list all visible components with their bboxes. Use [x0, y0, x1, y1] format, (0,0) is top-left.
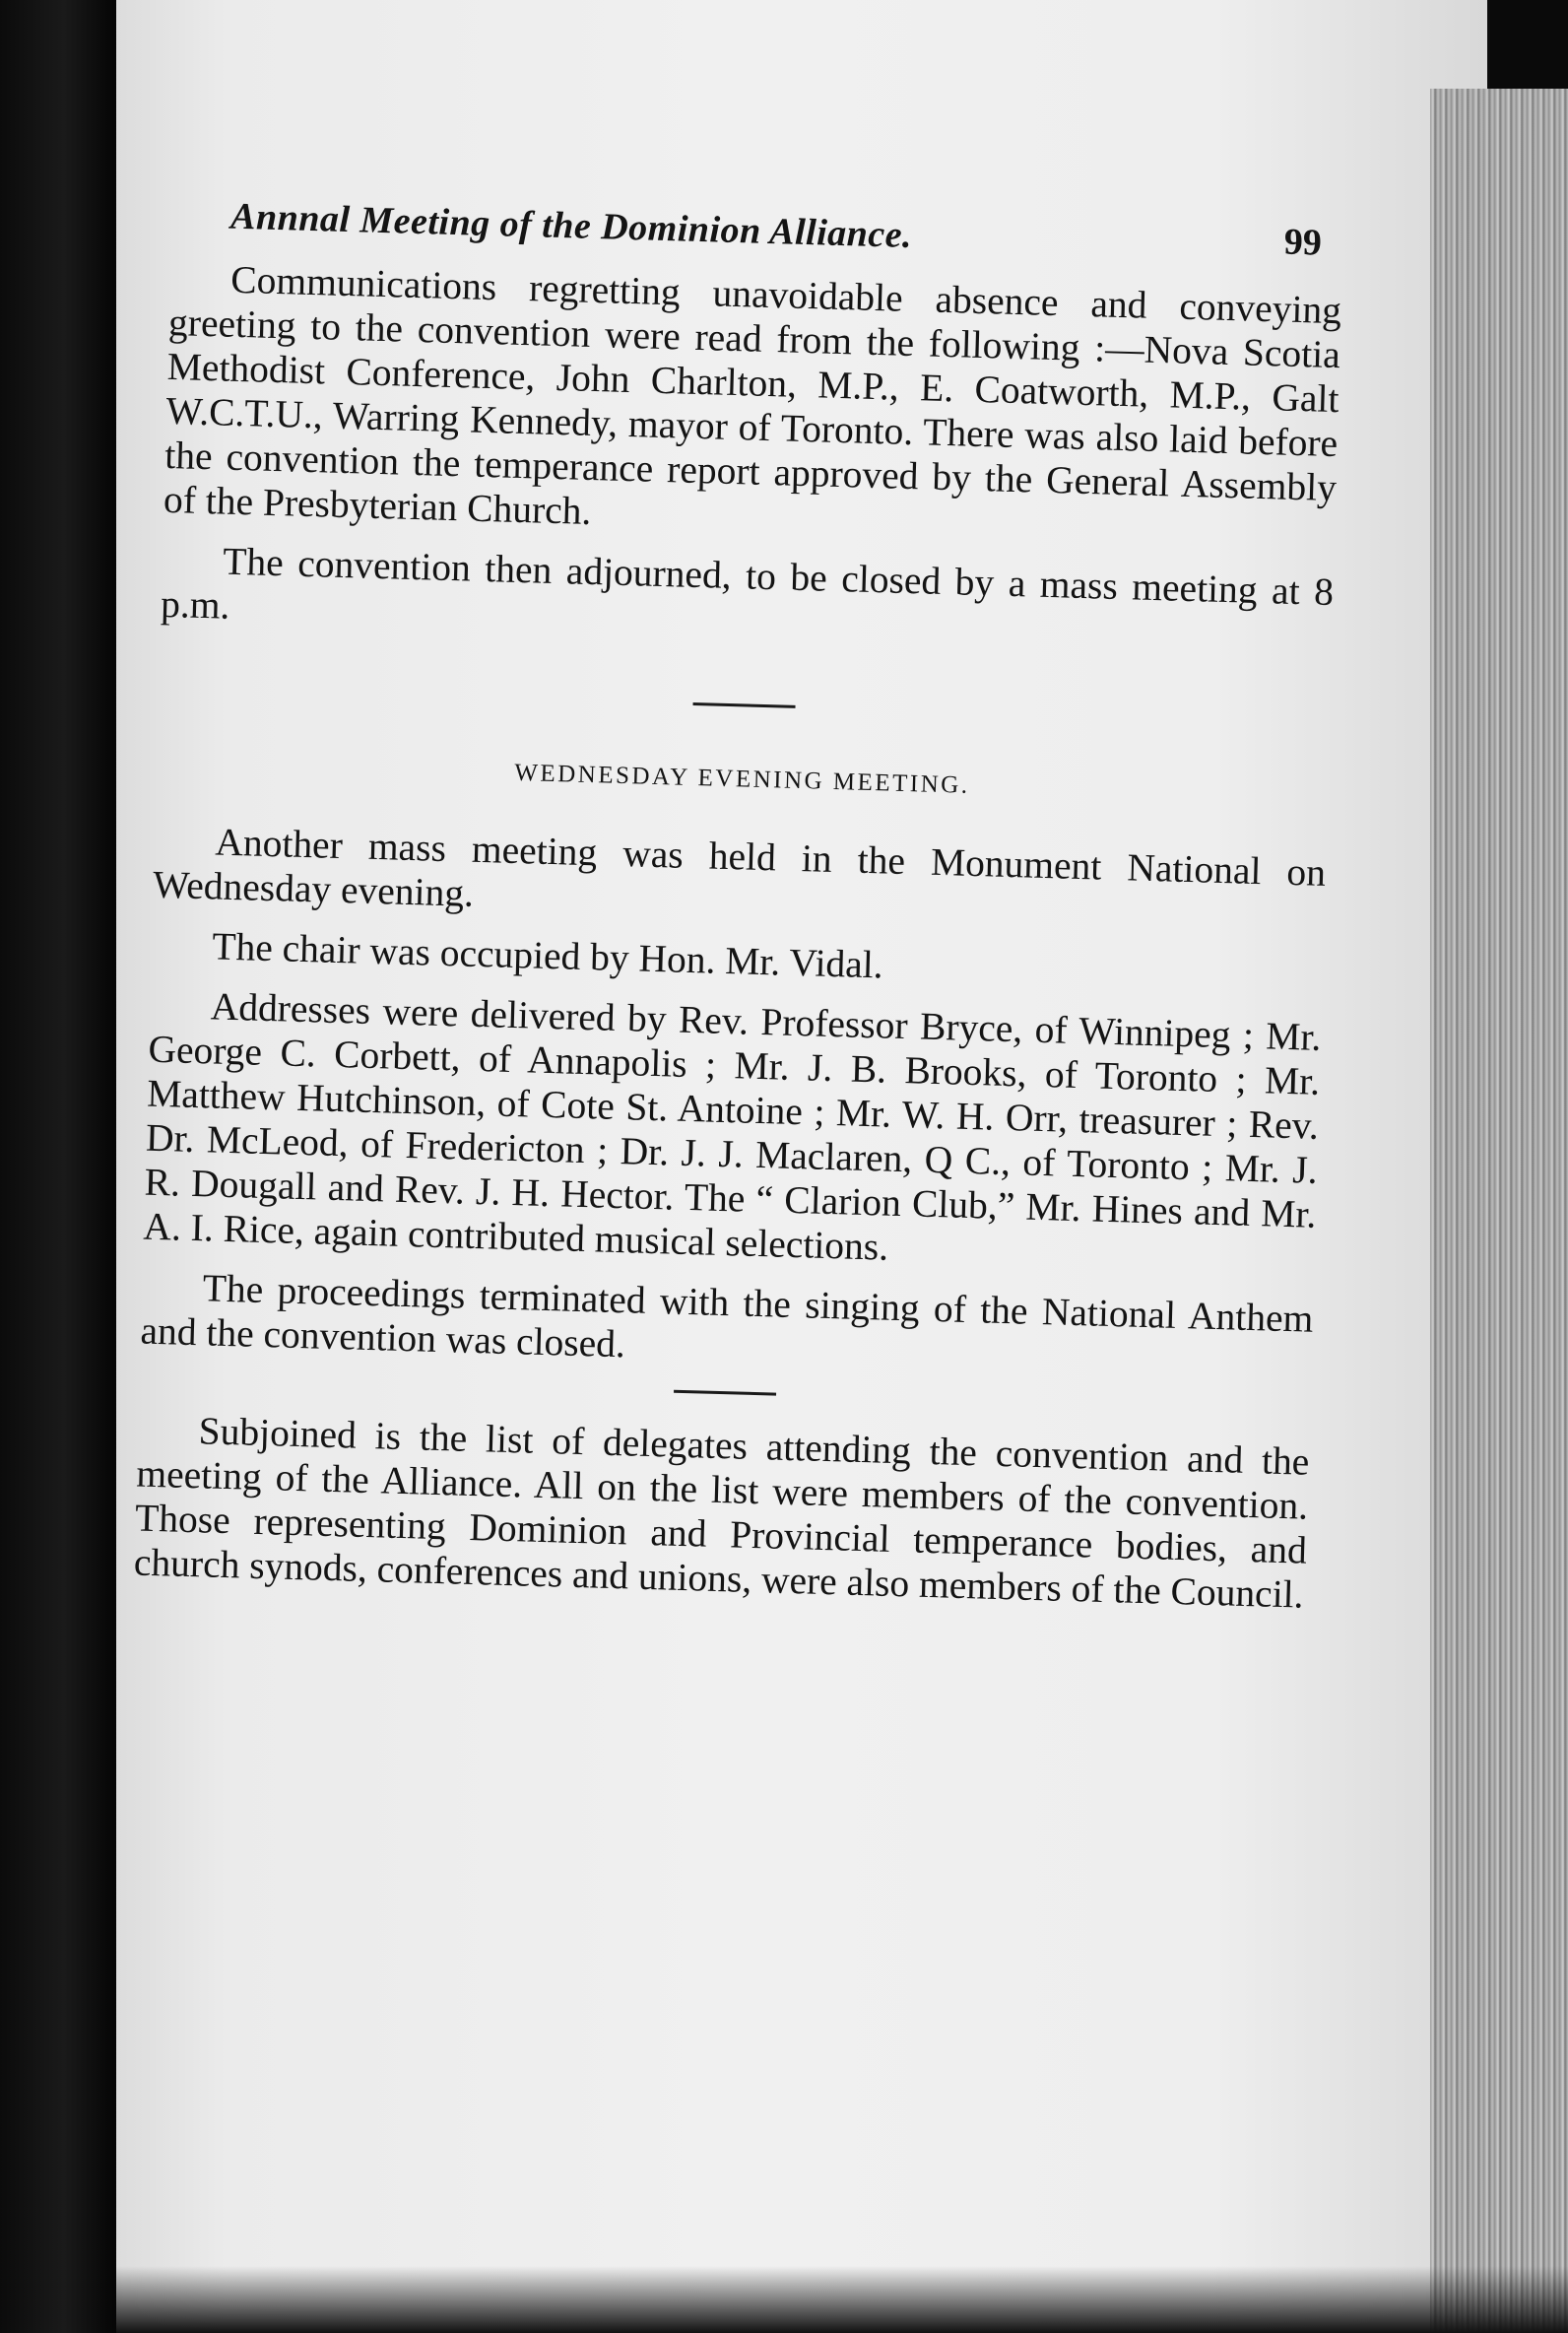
paragraph-mass-meeting: Another mass meeting was held in the Monument National on Wednesday evening.	[152, 820, 1327, 915]
page-number: 99	[1283, 221, 1323, 264]
paragraph-delegates: Subjoined is the list of delegates attending the convention and the meeting of the Alliance. All on the list were members of the convention. Those representing Dominion and Provincial temperance bodies, and church synods, conferences and unions, were also members of the Council.	[133, 1409, 1310, 1617]
page-stack-edges	[1430, 89, 1568, 2333]
left-page-edge	[0, 0, 116, 2333]
paragraph-proceedings: The proceedings terminated with the singing of the National Anthem and the convention was closed.	[139, 1266, 1314, 1366]
section-divider	[693, 702, 796, 708]
paragraph-communications: Communications regretting unavoidable absence and conveying greeting to the convention were read from the following :—Nova Scotia Methodist Conference, John Charlton, M.P., E. Coatworth, M.P., Galt W.C.T.U., Warring Kennedy, mayor of Toronto. There was also laid before the convention the temperance report approved by the General Assembly of the Presbyterian Church.	[163, 257, 1342, 533]
bottom-shadow	[116, 2266, 1568, 2333]
paragraph-chair: The chair was occupied by Hon. Mr. Vidal.	[211, 924, 884, 987]
running-title: Annnal Meeting of the Dominion Alliance.	[229, 195, 913, 256]
page-text	[133, 187, 1343, 1618]
section-heading: WEDNESDAY EVENING MEETING.	[513, 759, 970, 799]
paragraph-addresses: Addresses were delivered by Rev. Professor Bryce, of Winnipeg ; Mr. George C. Corbett, of Annapolis ; Mr. J. B. Brooks, of Toronto ; Mr. Matthew Hutchinson, of Cote St. Antoine ; Mr. W. H. Orr, treasurer ; Rev. Dr. McLeod, of Fredericton ; Dr. J. J. Maclaren, Q C., of Toronto ; Mr. J. R. Dougall and Rev. J. H. Hector. The “ Clarion Club,” Mr. Hines and Mr. A. I. Rice, again contributed musical selections.	[142, 984, 1322, 1269]
paragraph-adjourned: The convention then adjourned, to be closed by a mass meeting at 8 p.m.	[160, 539, 1335, 628]
section-divider	[674, 1390, 776, 1396]
